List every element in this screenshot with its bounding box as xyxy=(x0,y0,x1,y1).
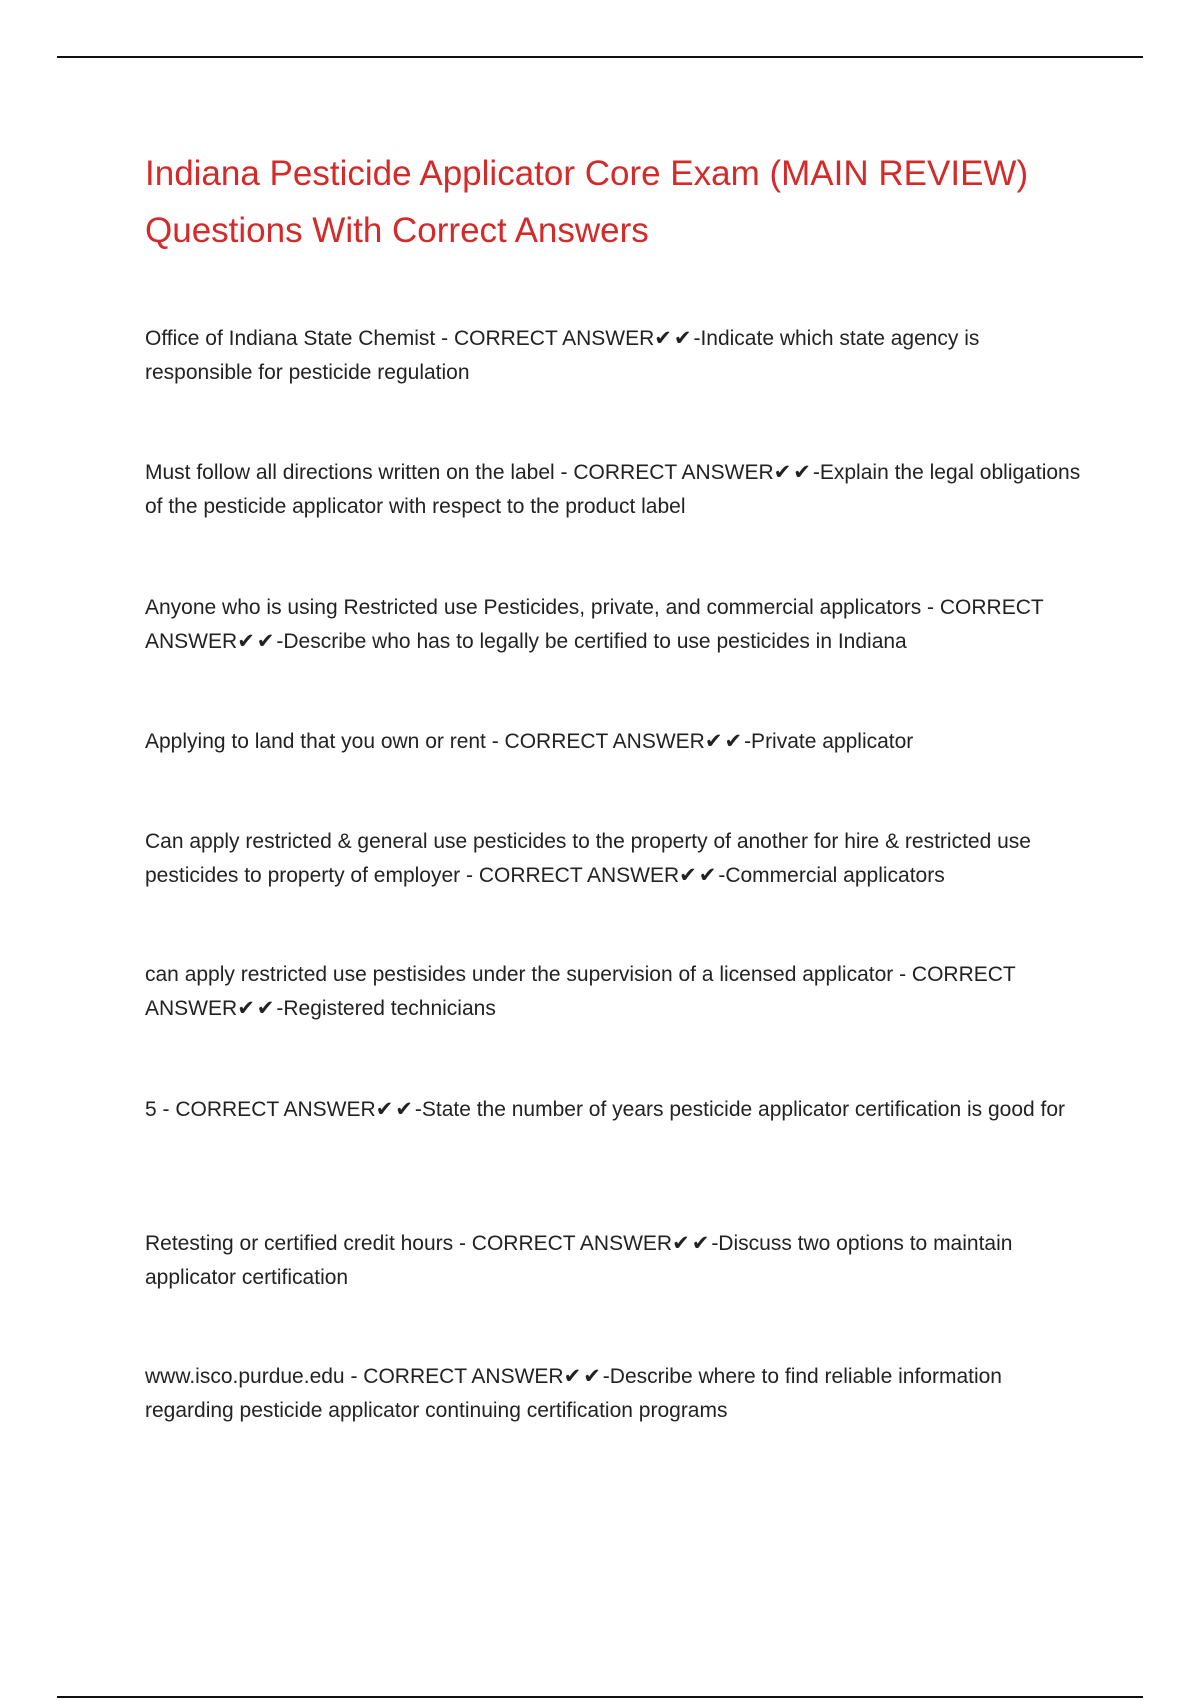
checkmark-icon: ✔✔ xyxy=(563,1365,603,1388)
entry-separator: - CORRECT ANSWER xyxy=(460,864,680,887)
checkmark-icon: ✔✔ xyxy=(237,630,277,653)
entry-question: -Describe who has to legally be certified to use pesticides in Indiana xyxy=(276,630,907,653)
entry-question: -Private applicator xyxy=(744,730,914,753)
checkmark-icon: ✔✔ xyxy=(672,1232,712,1255)
entry-question: -Explain the legal obligations of the pesticide applicator with respect to the product label xyxy=(145,461,1081,518)
entry-question: -Indicate which state agency is responsible for pesticide regulation xyxy=(145,327,980,384)
top-rule xyxy=(57,56,1143,58)
checkmark-icon: ✔✔ xyxy=(654,327,694,350)
qa-entry xyxy=(145,1093,1085,1127)
entry-answer: can apply restricted use pestisides under the supervision of a licensed applicator xyxy=(145,963,894,986)
entry-answer: www.isco.purdue.edu xyxy=(145,1365,345,1388)
entry-question: -Commercial applicators xyxy=(718,864,945,887)
entry-separator: - CORRECT ANSWER xyxy=(145,596,1044,653)
title-line-1: Indiana Pesticide Applicator Core Exam (MAIN REVIEW) xyxy=(145,154,1029,193)
qa-entry xyxy=(145,322,1085,390)
entry-separator: - CORRECT ANSWER xyxy=(485,730,705,753)
entry-separator: - CORRECT ANSWER xyxy=(435,327,655,350)
page-title xyxy=(145,145,1105,259)
entry-answer: 5 xyxy=(145,1098,157,1121)
entry-question: -State the number of years pesticide applicator certification is good for xyxy=(414,1098,1066,1121)
qa-entry xyxy=(145,1227,1085,1295)
qa-entry xyxy=(145,725,1085,759)
checkmark-icon: ✔✔ xyxy=(704,730,745,753)
entry-answer: Applying to land that you own or rent xyxy=(145,730,486,753)
entry-answer: Anyone who is using Restricted use Pesticides, private, and commercial applicators xyxy=(145,596,922,619)
entry-separator: - CORRECT ANSWER xyxy=(453,1232,673,1255)
checkmark-icon: ✔✔ xyxy=(375,1098,415,1121)
qa-entry xyxy=(145,825,1085,893)
entry-question: -Discuss two options to maintain applicator certification xyxy=(145,1232,1013,1289)
title-line-2: Questions With Correct Answers xyxy=(145,211,649,250)
entry-question: -Describe where to find reliable information regarding pesticide applicator continuing certification programs xyxy=(145,1365,1002,1422)
entry-answer: Must follow all directions written on the label xyxy=(145,461,555,484)
entry-answer: Can apply restricted & general use pesticides to the property of another for hire & restricted use pesticides to property of employer xyxy=(145,830,1031,887)
entry-separator: - CORRECT ANSWER xyxy=(156,1098,376,1121)
entry-question: -Registered technicians xyxy=(276,997,496,1020)
qa-entry xyxy=(145,1360,1085,1428)
bottom-rule xyxy=(57,1696,1143,1698)
qa-entry xyxy=(145,456,1085,524)
entry-separator: - CORRECT ANSWER xyxy=(344,1365,564,1388)
entry-separator: - CORRECT ANSWER xyxy=(145,963,1016,1020)
entry-separator: - CORRECT ANSWER xyxy=(554,461,774,484)
qa-entry xyxy=(145,591,1085,659)
checkmark-icon: ✔✔ xyxy=(237,997,277,1020)
checkmark-icon: ✔✔ xyxy=(679,864,719,887)
entry-answer: Retesting or certified credit hours xyxy=(145,1232,454,1255)
checkmark-icon: ✔✔ xyxy=(773,461,813,484)
qa-entry xyxy=(145,958,1085,1026)
entry-answer: Office of Indiana State Chemist xyxy=(145,327,436,350)
